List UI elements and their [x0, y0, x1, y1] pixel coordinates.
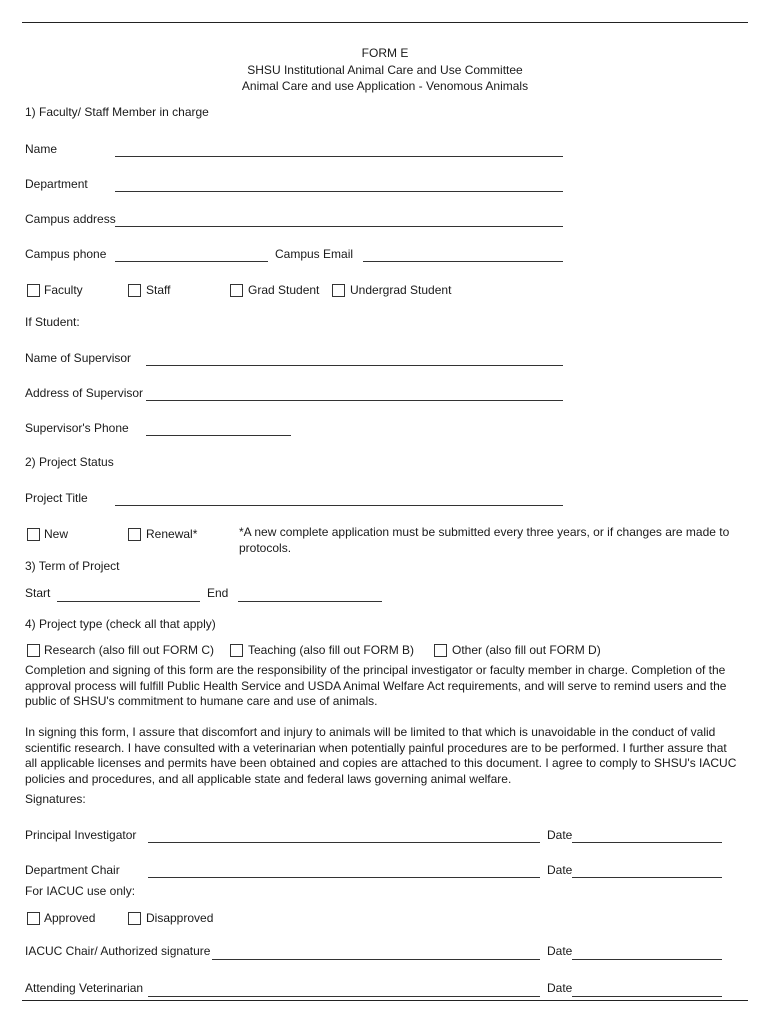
campus-phone-label: Campus phone — [25, 247, 107, 261]
renewal-label: Renewal* — [146, 527, 198, 541]
vet-date-label: Date — [547, 981, 573, 995]
faculty-label: Faculty — [44, 283, 83, 297]
new-checkbox[interactable] — [27, 528, 40, 541]
new-label: New — [44, 527, 69, 541]
committee-title: SHSU Institutional Animal Care and Use Committee — [247, 63, 523, 77]
principal-investigator-signature[interactable] — [148, 842, 540, 843]
iacuc-chair-label: IACUC Chair/ Authorized signature — [25, 944, 211, 958]
approved-label: Approved — [44, 911, 96, 925]
form-subtitle: Animal Care and use Application - Venomous Animals — [241, 79, 529, 93]
supervisor-name-field[interactable] — [146, 365, 563, 366]
other-label: Other (also fill out FORM D) — [452, 643, 601, 657]
staff-checkbox[interactable] — [128, 284, 141, 297]
project-title-field[interactable] — [115, 505, 563, 506]
if-student-label: If Student: — [25, 315, 80, 329]
bottom-rule — [22, 1000, 748, 1001]
campus-phone-field[interactable] — [115, 261, 268, 262]
renewal-note: *A new complete application must be submitted every three years, or if changes are made to protocols. — [239, 525, 730, 555]
iacuc-date-field[interactable] — [572, 959, 722, 960]
disapproved-label: Disapproved — [146, 911, 214, 925]
attending-vet-signature[interactable] — [148, 996, 540, 997]
undergrad-student-label: Undergrad Student — [350, 283, 452, 297]
project-title-label: Project Title — [25, 491, 88, 505]
top-rule — [22, 22, 748, 23]
name-field[interactable] — [115, 156, 563, 157]
teaching-checkbox[interactable] — [230, 644, 243, 657]
supervisor-phone-label: Supervisor's Phone — [25, 421, 129, 435]
principal-investigator-label: Principal Investigator — [25, 828, 137, 842]
campus-email-field[interactable] — [363, 261, 563, 262]
name-label: Name — [25, 142, 58, 156]
start-field[interactable] — [57, 601, 200, 602]
form-id: FORM E — [361, 46, 409, 60]
grad-student-checkbox[interactable] — [230, 284, 243, 297]
disapproved-checkbox[interactable] — [128, 912, 141, 925]
faculty-checkbox[interactable] — [27, 284, 40, 297]
department-label: Department — [25, 177, 88, 191]
staff-label: Staff — [146, 283, 171, 297]
iacuc-date-label: Date — [547, 944, 573, 958]
chair-date-label: Date — [547, 863, 573, 877]
research-label: Research (also fill out FORM C) — [44, 643, 215, 657]
end-label: End — [207, 586, 229, 600]
start-label: Start — [25, 586, 51, 600]
chair-date-field[interactable] — [572, 877, 722, 878]
supervisor-name-label: Name of Supervisor — [25, 351, 132, 365]
supervisor-address-label: Address of Supervisor — [25, 386, 144, 400]
pi-date-label: Date — [547, 828, 573, 842]
supervisor-address-field[interactable] — [146, 400, 563, 401]
end-field[interactable] — [238, 601, 382, 602]
campus-address-label: Campus address — [25, 212, 116, 226]
undergrad-student-checkbox[interactable] — [332, 284, 345, 297]
research-checkbox[interactable] — [27, 644, 40, 657]
campus-email-label: Campus Email — [275, 247, 354, 261]
grad-student-label: Grad Student — [248, 283, 320, 297]
approved-checkbox[interactable] — [27, 912, 40, 925]
department-chair-label: Department Chair — [25, 863, 120, 877]
assurance-paragraph: In signing this form, I assure that discomfort and injury to animals will be limited to that which is unavoidable in the conduct of valid scientific research. I have consulted with a veterinarian when potentially painful procedures are to be performed. I further assure that all applicable licenses and permits have been obtained and copies are attached to this document. I agree to comply to SHSU's IACUC policies and procedures, and all applicable state and federal laws governing animal welfare. — [25, 725, 737, 786]
attending-vet-label: Attending Veterinarian — [25, 981, 144, 995]
pi-date-field[interactable] — [572, 842, 722, 843]
department-chair-signature[interactable] — [148, 877, 540, 878]
renewal-checkbox[interactable] — [128, 528, 141, 541]
supervisor-phone-field[interactable] — [146, 435, 291, 436]
section3-heading: 3) Term of Project — [25, 559, 120, 573]
teaching-label: Teaching (also fill out FORM B) — [248, 643, 415, 657]
campus-address-field[interactable] — [115, 226, 563, 227]
iacuc-heading: For IACUC use only: — [25, 884, 136, 898]
iacuc-chair-signature[interactable] — [212, 959, 540, 960]
signatures-heading: Signatures: — [25, 792, 86, 806]
department-field[interactable] — [115, 191, 563, 192]
section1-heading: 1) Faculty/ Staff Member in charge — [25, 105, 209, 119]
section2-heading: 2) Project Status — [25, 455, 114, 469]
completion-paragraph: Completion and signing of this form are the responsibility of the principal investigator or faculty member in charge. Completion of the approval process will fulfill Public Health Service and USDA Animal Welfare Act requirements, and will serve to remind users and the public of SHSU's commitment to humane care and use of animals. — [25, 663, 727, 708]
section4-heading: 4) Project type (check all that apply) — [25, 617, 216, 631]
other-checkbox[interactable] — [434, 644, 447, 657]
vet-date-field[interactable] — [572, 996, 722, 997]
